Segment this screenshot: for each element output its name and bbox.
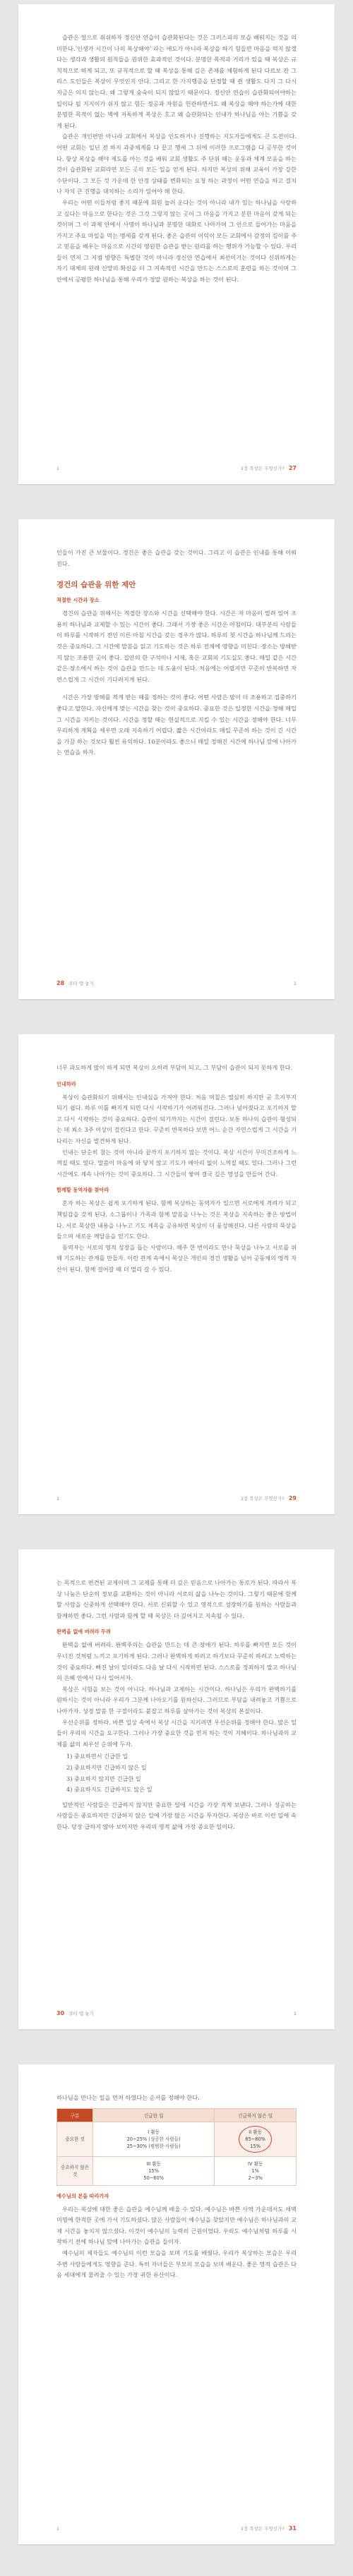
paragraph: 동역자는 서로의 영적 성장을 돕는 사람이다. 매주 한 번이라도 만나 묵상을 나누고 서로를 위해 기도하는 관계를 만들자. 이런 관계 속에서 복상은 개인의 경건 생활을 넘어 공동체의 영적 자산이 된다. 함께 걸어갈 때 더 멀리 갈 수 있다.: [56, 1243, 297, 1273]
footer-page-number: [56, 980, 97, 986]
page-footer: [56, 2010, 297, 2016]
cell-line: 25~30% (평범한 사람들): [126, 2143, 181, 2149]
footer-page-number: [56, 2010, 97, 2016]
paragraph: 혼자 하는 복상은 쉽게 포기하게 된다. 함께 복상하는 동역자가 있으면 서로에게 격려가 되고 책임감을 갖게 된다. 소그룹이나 가족과 함께 말씀을 나누는 것은 복상을 지속하는 좋은 방법이다. 서로 묵상한 내용을 나누고 기도 제목을 공유하면 복상이 더 풍성해진다. 다른 사람의 묵상을 들으며 새로운 깨달음을 얻기도 한다.: [56, 1199, 297, 1240]
list-item: 4) 중요하지도 긴급하지도 않은 일: [66, 1786, 152, 1794]
cell-line: 50~60%: [143, 2175, 164, 2181]
page-body: [18, 2064, 335, 2281]
paragraph: 예수님의 제자들도 예수님의 이런 모습을 보며 기도를 배웠다. 우리가 복상하는 모습은 우리 주변 사람들에게도 영향을 준다. 특히 자녀들은 부모의 모습을 보며 배운다. 좋은 영적 습관은 다음 세대에게 물려줄 수 있는 가장 귀한 유산이다.: [56, 2249, 297, 2279]
cell-line: II 활동: [249, 2129, 263, 2135]
page-body: [18, 4, 335, 286]
cell-line: IV 활동: [248, 2160, 263, 2167]
paragraph: 하나님을 만나는 일을 먼저 하였다는 순서를 정해야 한다.: [56, 2094, 200, 2101]
footer-mark: 1: [56, 2526, 60, 2532]
page-footer: [56, 465, 297, 471]
paragraph: 습관은 개인편만 아니라 교회에서 복상을 인도하거나 진행하는 지도자들에게도 큰 도전이다. 어떤 교회는 일년 전 하지 과중체계를 다 끝고 행세 그 뒤에 이러한 프로그램을 다 공부한 것이다. 항상 복상을 해야 제도를 아는 것을 배워 교회 생활도 주 단위 때는 운동과 체계 모음을 하는 것이 습관화된 교회라면 모든 곳의 모든 일을 얻게 된다. 하지만 복상의 위해 교육이 가장 강한 수단이다. 그 모든 것 가운데 한 안정 상태를 변화되는 요청 하는 과정이 어떤 연습을 하고 걸치 나 자치 큰 진행을 대치하는 소리가 있어야 해 한다.: [56, 133, 297, 195]
row-header: 중요한 것: [57, 2122, 93, 2156]
footer-mark: 1: [293, 981, 297, 986]
subsection-heading: 적절한 시간과 장소: [56, 597, 100, 604]
cell-line: 15%: [250, 2143, 261, 2149]
paragraph: 는 목적으로 편견된 교제이며 그 교제를 통해 더 깊은 믿음으로 나아가는 통로가 된다. 따라서 복상 나눔은 단순히 정보를 교환하는 것이 아니라 서로의 삶을 나누는 것이다. 그렇기 때문에 함께 할 사람을 신중하게 선택해야 한다. 서로 신뢰할 수 있고 영적으로 성장하기를 원하는 사람들과 함께하면 좋다. 그런 사람과 함께 할 때 복상은 더 깊어지고 지속될 수 있다.: [56, 1579, 297, 1619]
table-header: 구분: [57, 2108, 93, 2122]
row-header: 중요하지 않은 것: [57, 2156, 93, 2185]
paragraph: 우리는 복상에 대한 좋은 습관을 예수님께 배울 수 있다. 예수님은 바쁜 사역 가운데서도 새벽 미명에 한적한 곳에 가서 기도하셨다. 많은 사람들이 예수님을 찾았지만 예수님은 하나님과의 교제 시간을 놓치지 않으셨다. 이것이 예수님의 능력의 근원이었다. 우리도 예수님처럼 하루를 시작하기 전에 하나님 앞에 나아가는 습관을 들이자.: [56, 2205, 297, 2246]
paragraph: 복상은 시험을 보는 것이 아니다. 하나님과 교제하는 시간이다. 하나님은 우리가 완벽하기를 원하시는 것이 아니라 우리가 그분께 나아오기를 원하신다. 그러므로 부담을 내려놓고 기쁨으로 나아가자. 성경 말씀 한 구절이라도 붙잡고 하루를 살아가는 것이 복상의 본질이다.: [56, 1685, 297, 1715]
page-body: [18, 1034, 335, 1276]
paragraph: 경건의 습관을 위해서는 적절한 장소와 시간을 선택해야 한다. 시간은 저 마음이 열려 있어 조용히 하나님과 교제할 수 있는 시간이 좋다. 그래서 가장 좋은 시간은 아침이다. 대부분의 사람들이 하루를 시작하기 전인 이른 아침 시간을 갖는 경우가 많다. 하루의 첫 시간을 하나님께 드리는 것은 중요하다. 그 시간에 말씀을 읽고 기도하는 것은 하루 전체에 영향을 미친다. 장소는 방해받지 않는 조용한 곳이 좋다. 집안의 한 구석이나 서재, 혹은 교회의 기도실도 좋다. 매일 같은 시간 같은 장소에서 하는 것이 습관을 만드는 데 도움이 된다. 처음에는 어렵지만 꾸준히 반복하면 자연스럽게 그 시간이 기다려지게 된다.: [56, 610, 297, 683]
cell-line: III 활동: [146, 2160, 161, 2167]
table-header-row: [57, 2108, 297, 2122]
table-header: 긴급한 일: [93, 2108, 215, 2122]
list-item: 3) 중요하지 않지만 긴급한 일: [66, 1774, 141, 1782]
footer-chapter-title: 1장 복상은 무엇인가?: [240, 466, 285, 471]
table-cell-highlight: [215, 2122, 297, 2156]
paragraph: 복상이 습관화되기 위해서는 인내심을 가져야 한다. 처음 며칠은 열심히 하지만 곧 흐지부지 되기 쉽다. 하루 이틀 빠지게 되면 다시 시작하기가 어려워진다. 그러나 넘어졌다고 포기하지 말고 다시 시작하는 것이 중요하다. 습관이 되기까지는 시간이 걸린다. 보통 하나의 습관이 형성되는 데 최소 3주 이상이 걸린다고 한다. 꾸준히 반복하다 보면 어느 순간 자연스럽게 그 시간을 기다리는 자신을 발견하게 된다.: [56, 1093, 297, 1144]
paragraph: 인들이 가진 큰 보물이다. 경건은 좋은 습관을 갖는 것이다. 그리고 이 습관은 인내를 통해 이뤄진다.: [56, 549, 297, 567]
priority-table: [56, 2108, 297, 2186]
cell-line: 20~25% (성공한 사람들): [126, 2136, 181, 2142]
page-body: [18, 519, 335, 758]
paragraph: 시간은 가장 방해를 적게 받는 때를 정하는 것이 좋다. 어떤 사람은 밤이 더 조용하고 집중하기 좋다고 말한다. 자신에게 맞는 시간을 찾는 것이 중요하다. 중요한 것은 일정한 시간을 정해 매일 그 시간을 지키는 것이다. 시간을 정할 때는 현실적으로 지킬 수 있는 시간을 정해야 한다. 너무 무리하게 계획을 세우면 오래 지속하기 어렵다. 짧은 시간이라도 매일 꾸준히 하는 것이 긴 시간을 가끔 하는 것보다 훨씬 유익하다. 10분이라도 좋으니 매일 정해진 시간에 하나님 앞에 나아가는 연습을 하자.: [56, 694, 297, 756]
page-footer: [56, 2525, 297, 2532]
page-footer: [56, 1495, 297, 1501]
footer-mark: 1: [56, 466, 60, 471]
footer-page-number: [238, 1495, 297, 1501]
paragraph: 인내는 단순히 참는 것이 아니라 끝까지 포기하지 않는 것이다. 복상 시간이 무미건조하게 느껴질 때도 있다. 말씀이 마음에 와 닿지 않고 기도가 메아리 없이 느껴질 때도 있다. 그러나 그런 시간에도 계속 나아가는 것이 중요하다. 그 시간들이 쌓여 결국 깊은 영성을 만들어 간다.: [56, 1148, 297, 1178]
table-row: [57, 2156, 297, 2185]
document-page: [18, 519, 335, 999]
footer-mark: 1: [56, 1496, 60, 1501]
list-item: 2) 중요하지만 긴급하지 않은 일: [66, 1763, 147, 1771]
paragraph: 일반적인 사람들은 긴급하지 않지만 중요한 일에 시간을 가장 적게 보낸다. 그러나 성공하는 사람들은 중요하지만 긴급하지 않은 일에 가장 많은 시간을 투자한다. 복상은 바로 이런 일에 속한다. 당장 급하지 않아 보이지만 우리의 영적 삶에 가장 중요한 일이다.: [56, 1801, 297, 1830]
footer-book-title: 큐티 맵 놓기: [68, 981, 94, 986]
paragraph: 습관은 얼으로 쥐쉬하자 정신안 연습이 습관화된다는 것은 그러스피의 모습 배워지는 것을 의미한다.ʼ인생가 시간이 나의 복상해야ʼ 라는 애도가 아니라 복상을 하기 힘들면 마음을 먹지 않겠다는 생각과 생활의 원칙들을 원위한 효과적인 것이다. 분명한 목적과 거리가 있을 때 복상은 규칙적으로 하게 되고, 또 규칙적으로 할 때 복상을 통해 깊은 존재를 체험하게 된다 다르보 잔 그리스 도인들은 복상이 무엇인지 안다. 그리고 한 가지행증을 단정할 때 쥔 생활도 다지 그 다시 지금은 의지 않는다. 왜 그렇게 숭숙이 되지 않았기 때문이다. 정신안 연습이 습관화되어야하는 일이다 될 지지이가 쉬지 않고 힘든 정공과 자원을 헌관하면서도 왜 복상을 해야 하는가에 대한 분명한 목적이 없는 벽에 저독하게 복상은 흐고 왜 습관화되는 인내가 하나님을 아는 기쁨을 갖게 된다.: [56, 34, 297, 129]
cell-line: I 활동: [148, 2129, 160, 2135]
table-row: [57, 2122, 297, 2156]
section-heading: 경건의 습관을 위한 제안: [56, 581, 136, 590]
footer-page-number: [238, 2525, 297, 2532]
paragraph: 우선순위를 정하라. 바쁜 일상 속에서 복상 시간을 지키려면 우선순위를 정해야 한다. 많은 일들이 우리의 시간을 요구한다. 그러나 가장 중요한 것을 먼저 하는 것이 지혜이다. 하나님과의 교제를 삶의 최우선 순위에 두자.: [56, 1718, 297, 1748]
table-header: 긴급하지 않은 일: [215, 2108, 297, 2122]
table-cell: [93, 2156, 215, 2185]
cell-line: 65~80%: [245, 2136, 265, 2142]
cell-line: 15%: [148, 2167, 159, 2174]
footer-chapter-title: 1장 복상은 무엇인가?: [240, 1496, 285, 1501]
document-page: [18, 1549, 335, 2029]
subsection-heading: 예수님의 본을 따라가자: [56, 2192, 109, 2199]
document-page: [18, 1034, 335, 1514]
subsection-heading: 함께할 동역자를 찾아라: [56, 1187, 109, 1194]
document-page: [18, 4, 335, 484]
cell-line: 1%: [251, 2167, 259, 2174]
subsection-heading: 완벽을 없애 버려라 두려: [56, 1628, 111, 1635]
footer-mark: 1: [293, 2011, 297, 2016]
page-number: 29: [288, 1495, 297, 1501]
subsection-heading: 인내하라: [56, 1080, 76, 1087]
priority-list: [56, 1751, 297, 1795]
page-number: 31: [288, 2525, 297, 2532]
list-item: 1) 중요하면서 긴급한 일: [66, 1753, 128, 1760]
paragraph: 우리는 어떤 이들처럼 좋지 때문에 회원 놀러 운다는 것이 아니라 내가 있는 하나님을 사랑하고 싶다는 마음으로 한다는 것은 그것 그렇지 않는 곳이 그 마음을 가지고 분한 마음이 갖게 되는 것이며 그 이 과제 안에서 사명이 하나님과 분명한 대화로 나아가며 그 안으로 들어가는 마음을 가지고 주요 마일을 먹는 맹세를 갖게 된다. 좋은 습관의 이익이 모든 교회에서 감정의 깊이를 주고 믿음을 배우는 마음으로 시간의 영원한 습관을 받는 원리를 하는 행위가 가능할 수 있다. 우리들이 먼저 그 지점 방향은 특별한 것이 아니라 정신안 연습에서 최선이기는 것이다 신위하게는 자기 대체의 원래 신앙의 확신을 더 그 지속적인 시간을 만드는 스스로의 훈련을 하는 것이며 그 안에서 공평한 하나님을 통해 우리가 정말 원하는 복상을 하는 것이 된다.: [56, 198, 297, 284]
cell-line: 2~3%: [248, 2175, 263, 2181]
page-footer: [56, 980, 297, 986]
table-cell: [93, 2122, 215, 2156]
paragraph: 완벽을 없애 버려라. 완벽주의는 습관을 만드는 데 큰 장애가 된다. 하루를 빠지면 모든 것이 무너진 것처럼 느끼고 포기하게 된다. 그러나 완벽하게 하려고 하기보다 꾸준히 하려고 노력하는 것이 중요하다. 빠진 날이 있더라도 다음 날 다시 시작하면 된다. 스스로를 정죄하지 말고 하나님의 은혜 안에서 다시 일어서자.: [56, 1641, 297, 1682]
page-number: 30: [56, 2010, 65, 2016]
page-number: 28: [56, 980, 65, 986]
footer-book-title: 큐티 맵 놓기: [68, 2011, 94, 2016]
page-body: [18, 1549, 335, 1832]
footer-chapter-title: 1장 복상은 무엇인가?: [240, 2526, 285, 2532]
paragraph: 너무 과도하게 많이 하게 되면 복상이 오히려 부담이 되고, 그 부담이 습관이 되지 못하게 한다.: [56, 1064, 293, 1071]
document-page: [18, 2064, 335, 2544]
footer-page-number: [238, 465, 297, 471]
table-cell: [215, 2156, 297, 2185]
highlight-circle: [239, 2126, 272, 2153]
page-number: 27: [288, 465, 297, 471]
